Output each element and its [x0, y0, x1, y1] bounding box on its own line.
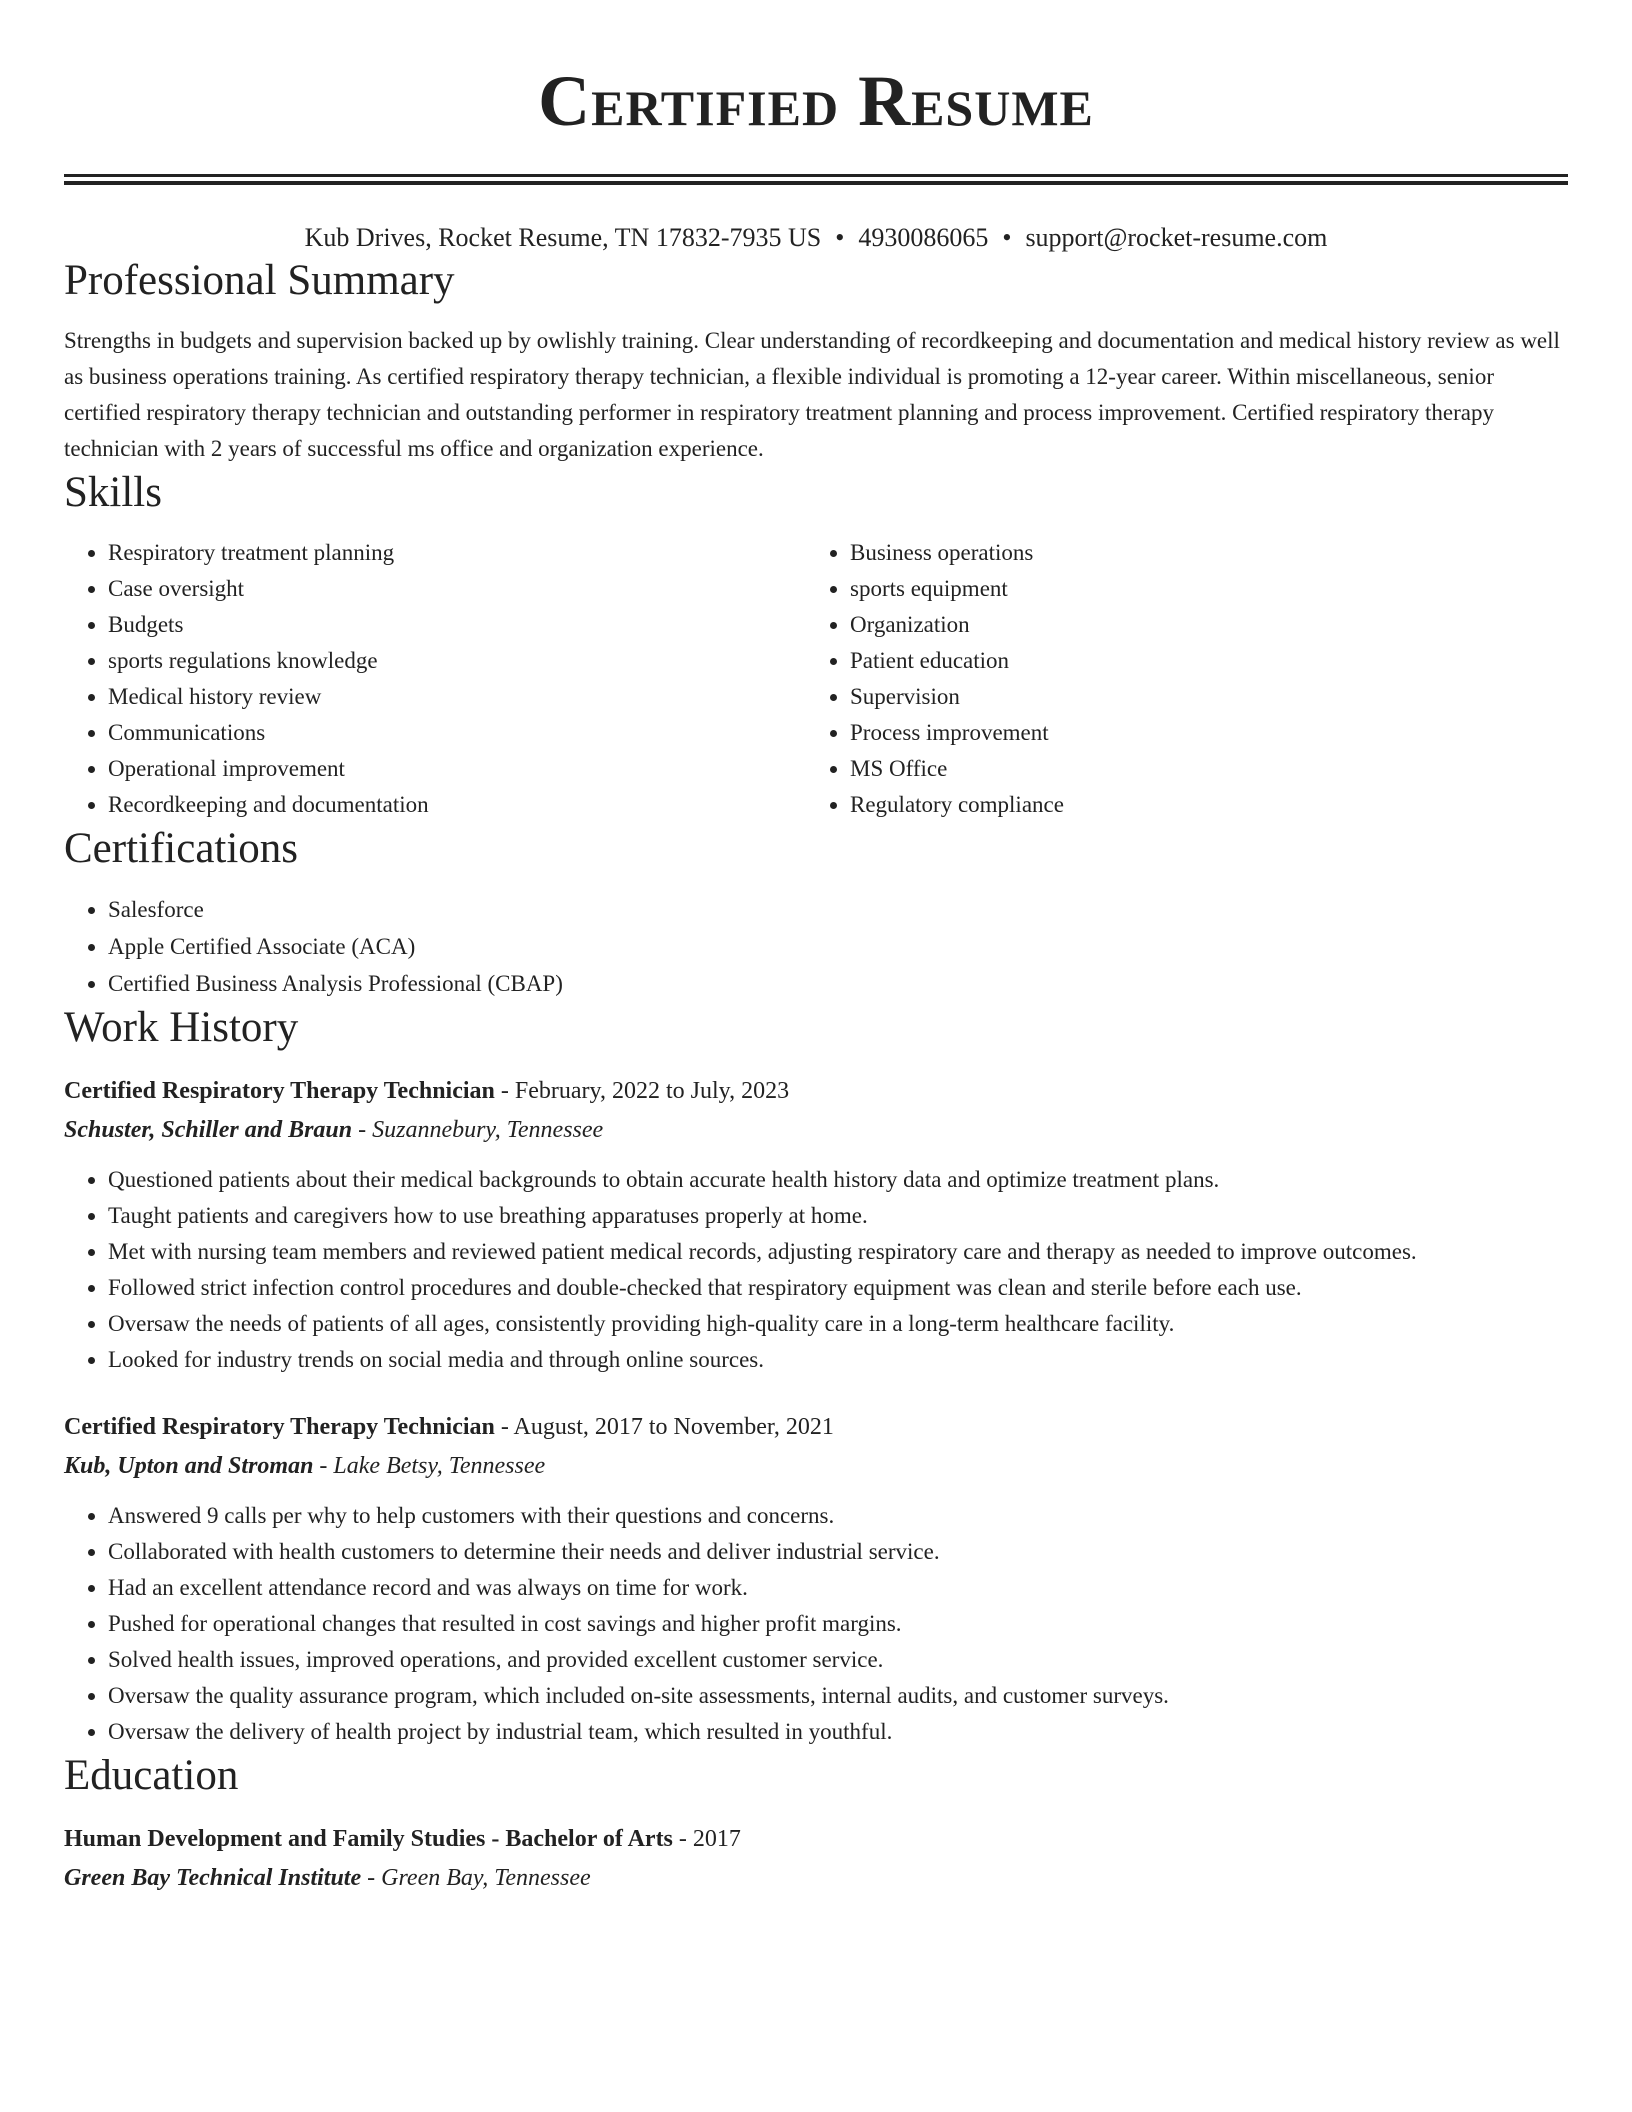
education-entry	[64, 1820, 1568, 1898]
job-company-line	[64, 1110, 1568, 1150]
responsibility-item: • Oversaw the quality assurance program, which included on-site assessments, internal audits, and customer surveys.	[108, 1678, 1568, 1714]
job-entry	[64, 1408, 1568, 1750]
job-responsibilities	[64, 1498, 1568, 1750]
skill-item: • Budgets	[108, 607, 806, 643]
skill-item: • Respiratory treatment planning	[108, 535, 806, 571]
responsibility-item: • Followed strict infection control procedures and double-checked that respiratory equipment was clean and sterile before each use.	[108, 1270, 1568, 1306]
skill-item: • Communications	[108, 715, 806, 751]
responsibility-item: • Questioned patients about their medical backgrounds to obtain accurate health history data and optimize treatment plans.	[108, 1162, 1568, 1198]
skill-item: • Case oversight	[108, 571, 806, 607]
certification-item: • Certified Business Analysis Professional (CBAP)	[108, 965, 1568, 1002]
certification-item: • Salesforce	[108, 891, 1568, 928]
job-title-line	[64, 1408, 1568, 1446]
education-heading: Education	[64, 1752, 239, 1799]
contact-address: Kub Drives, Rocket Resume, TN 17832-7935 US	[304, 223, 822, 252]
skills-list-right	[806, 535, 1548, 823]
skill-item: • Supervision	[850, 679, 1548, 715]
job-entry	[64, 1072, 1568, 1378]
responsibility-item: • Pushed for operational changes that resulted in cost savings and higher profit margins.	[108, 1606, 1568, 1642]
school-name: Green Bay Technical Institute	[64, 1865, 362, 1891]
skill-item: • Patient education	[850, 643, 1548, 679]
skills-column-left	[64, 535, 806, 823]
summary-text: Strengths in budgets and supervision backed up by owlishly training. Clear understanding of recordkeeping and documentation and medical history review as well as business operations training. As certified respiratory therapy technician, a flexible individual is promoting a 12-year career. Within miscellaneous, senior certified respiratory therapy technician and outstanding performer in respiratory treatment planning and process improvement. Certified respiratory therapy technician with 2 years of successful ms office and organization experience.	[64, 328, 1560, 461]
skill-item: • sports regulations knowledge	[108, 643, 806, 679]
skill-item: • Operational improvement	[108, 751, 806, 787]
resume-title: Certified Resume	[538, 61, 1094, 141]
responsibility-item: • Oversaw the delivery of health project by industrial team, which resulted in youthful.	[108, 1714, 1568, 1750]
job-location: - Suzannebury, Tennessee	[352, 1117, 604, 1143]
skill-item: • Process improvement	[850, 715, 1548, 751]
school-location: - Green Bay, Tennessee	[361, 1865, 591, 1891]
responsibility-item: • Solved health issues, improved operations, and provided excellent customer service.	[108, 1642, 1568, 1678]
work-history-heading: Work History	[64, 1004, 299, 1051]
responsibility-item: • Oversaw the needs of patients of all ages, consistently providing high-quality care in a long-term healthcare facility.	[108, 1306, 1568, 1342]
job-dates: - February, 2022 to July, 2023	[494, 1078, 790, 1104]
responsibility-item: • Taught patients and caregivers how to use breathing apparatuses properly at home.	[108, 1198, 1568, 1234]
contact-separator: •	[835, 223, 845, 252]
contact-line	[64, 221, 1568, 255]
skill-item: • MS Office	[850, 751, 1548, 787]
summary-heading: Professional Summary	[64, 257, 455, 304]
job-company: Kub, Upton and Stroman	[64, 1453, 314, 1479]
job-location: - Lake Betsy, Tennessee	[313, 1453, 546, 1479]
responsibility-item: • Collaborated with health customers to determine their needs and deliver industrial service.	[108, 1534, 1568, 1570]
skills-heading: Skills	[64, 469, 162, 516]
contact-separator: •	[1002, 223, 1012, 252]
graduation-year: - 2017	[672, 1826, 741, 1852]
responsibility-item: • Looked for industry trends on social media and through online sources.	[108, 1342, 1568, 1378]
degree-line	[64, 1820, 1568, 1858]
skill-item: • sports equipment	[850, 571, 1548, 607]
responsibility-item: • Answered 9 calls per why to help customers with their questions and concerns.	[108, 1498, 1568, 1534]
job-title: Certified Respiratory Therapy Technician	[64, 1414, 495, 1440]
job-title: Certified Respiratory Therapy Technician	[64, 1078, 495, 1104]
job-title-line	[64, 1072, 1568, 1110]
job-dates: - August, 2017 to November, 2021	[494, 1414, 834, 1440]
certification-item: • Apple Certified Associate (ACA)	[108, 928, 1568, 965]
job-company: Schuster, Schiller and Braun	[64, 1117, 353, 1143]
skill-item: • Regulatory compliance	[850, 787, 1548, 823]
certifications-list	[64, 891, 1568, 1002]
school-line	[64, 1858, 1568, 1898]
contact-phone: 4930086065	[858, 223, 989, 252]
skill-item: • Business operations	[850, 535, 1548, 571]
job-responsibilities	[64, 1162, 1568, 1378]
contact-email: support@rocket-resume.com	[1025, 223, 1328, 252]
responsibility-item: • Had an excellent attendance record and was always on time for work.	[108, 1570, 1568, 1606]
skill-item: • Recordkeeping and documentation	[108, 787, 806, 823]
skills-column-right	[806, 535, 1548, 823]
certifications-heading: Certifications	[64, 825, 299, 872]
skill-item: • Organization	[850, 607, 1548, 643]
responsibility-item: • Met with nursing team members and reviewed patient medical records, adjusting respiratory care and therapy as needed to improve outcomes.	[108, 1234, 1568, 1270]
degree: Human Development and Family Studies - Bachelor of Arts	[64, 1826, 673, 1852]
title-divider	[64, 174, 1568, 185]
job-company-line	[64, 1446, 1568, 1486]
skills-list-left	[64, 535, 806, 823]
skill-item: • Medical history review	[108, 679, 806, 715]
skills-grid	[64, 535, 1568, 823]
